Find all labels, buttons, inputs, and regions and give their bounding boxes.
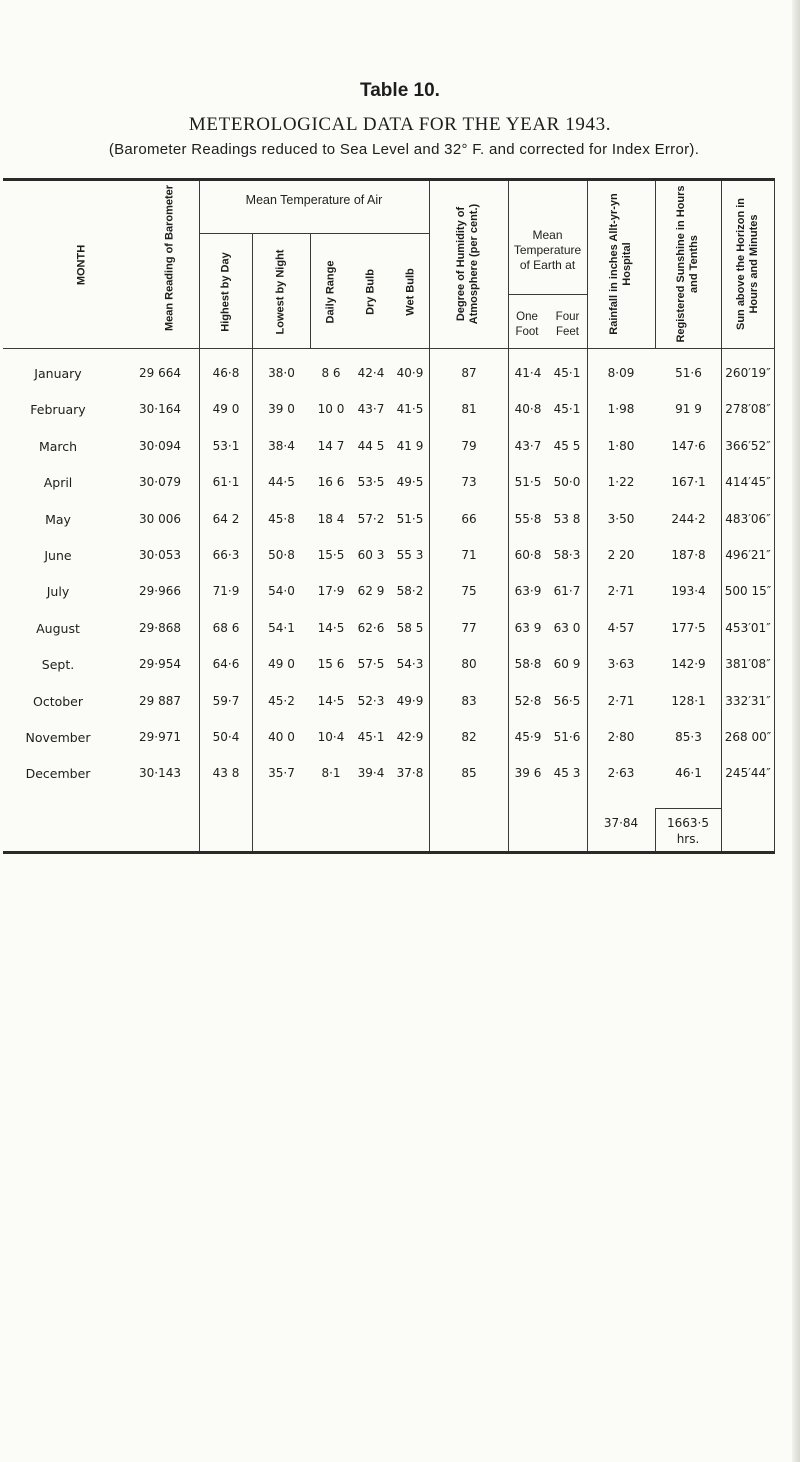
sun-cell: 187·8 <box>671 548 706 562</box>
one-cell: 52·8 <box>514 694 542 708</box>
month-cell: May <box>45 512 71 527</box>
wet-bulb-header: Wet Bulb <box>404 268 417 316</box>
hum-cell: 87 <box>461 366 477 380</box>
hum-cell: 77 <box>461 621 477 635</box>
baro-cell: 29 887 <box>139 694 181 708</box>
lowest-night-header: Lowest by Night <box>274 249 287 335</box>
one-cell: 63 9 <box>514 621 542 635</box>
col-line <box>310 234 311 348</box>
col-line <box>587 181 588 348</box>
rain-cell: 4·57 <box>607 621 635 635</box>
rain-cell: 3·50 <box>607 512 635 526</box>
baro-cell: 29·971 <box>139 730 181 744</box>
month-cell: November <box>25 730 91 745</box>
high-cell: 64 2 <box>212 512 240 526</box>
table-bottom-rule <box>3 851 775 854</box>
totals-rule <box>655 808 721 809</box>
wet-cell: 51·5 <box>396 512 424 526</box>
hor-cell: 268 00″ <box>724 730 772 744</box>
wet-cell: 54·3 <box>396 657 424 671</box>
rain-cell: 1·98 <box>607 402 635 416</box>
four-cell: 56·5 <box>553 694 581 708</box>
dry-cell: 60 3 <box>357 548 385 562</box>
range-cell: 14·5 <box>317 621 345 635</box>
rainfall-total: 37·84 <box>603 816 639 830</box>
hum-cell: 73 <box>461 475 477 489</box>
col-line <box>252 234 253 348</box>
wet-cell: 41·5 <box>396 402 424 416</box>
hum-cell: 75 <box>461 584 477 598</box>
sun-cell: 91 9 <box>675 402 702 416</box>
low-cell: 45·8 <box>268 512 295 526</box>
rain-cell: 1·22 <box>607 475 635 489</box>
four-cell: 53 8 <box>553 512 581 526</box>
high-cell: 64·6 <box>212 657 240 671</box>
low-cell: 35·7 <box>268 766 295 780</box>
wet-cell: 58·2 <box>396 584 424 598</box>
month-cell: January <box>34 366 82 381</box>
hum-cell: 83 <box>461 694 477 708</box>
sun-cell: 128·1 <box>671 694 706 708</box>
range-cell: 8 6 <box>321 366 341 380</box>
dry-cell: 53·5 <box>357 475 385 489</box>
dry-cell: 44 5 <box>357 439 385 453</box>
sun-cell: 142·9 <box>671 657 706 671</box>
range-cell: 14 7 <box>317 439 345 453</box>
baro-cell: 29 664 <box>139 366 181 380</box>
dry-bulb-header: Dry Bulb <box>364 269 377 315</box>
high-cell: 71·9 <box>212 584 240 598</box>
header-rule <box>3 348 775 349</box>
low-cell: 45·2 <box>268 694 295 708</box>
col-line <box>655 181 656 348</box>
high-cell: 61·1 <box>212 475 240 489</box>
air-group-header: Mean Temperature of Air <box>245 193 383 207</box>
humidity-header: Degree of Humidity of Atmosphere (per cent.) <box>455 203 480 325</box>
baro-cell: 30 006 <box>139 512 181 526</box>
dry-cell: 62 9 <box>357 584 385 598</box>
month-cell: December <box>25 766 91 781</box>
month-cell: March <box>38 439 78 454</box>
hor-cell: 500 15″ <box>724 584 772 598</box>
hor-cell: 260′19″ <box>725 366 771 380</box>
table-label: Table 10. <box>360 80 440 101</box>
hor-cell: 366′52″ <box>725 439 771 453</box>
sunshine-total-unit: hrs. <box>676 832 700 846</box>
range-cell: 18 4 <box>317 512 345 526</box>
hum-cell: 82 <box>461 730 477 744</box>
month-cell: August <box>36 621 80 636</box>
four-cell: 45 5 <box>553 439 581 453</box>
wet-cell: 42·9 <box>396 730 424 744</box>
col-line <box>774 181 775 851</box>
one-cell: 55·8 <box>514 512 542 526</box>
low-cell: 38·4 <box>268 439 295 453</box>
month-cell: Sept. <box>41 657 75 672</box>
page-title: METEROLOGICAL DATA FOR THE YEAR 1943. <box>188 114 612 135</box>
hor-cell: 245′44″ <box>725 766 771 780</box>
dry-cell: 45·1 <box>357 730 385 744</box>
rain-cell: 2·71 <box>607 694 635 708</box>
low-cell: 38·0 <box>268 366 295 380</box>
range-cell: 10·4 <box>317 730 345 744</box>
range-cell: 16 6 <box>317 475 345 489</box>
col-line <box>721 181 722 348</box>
sun-cell: 46·1 <box>675 766 702 780</box>
rain-cell: 3·63 <box>607 657 635 671</box>
rain-cell: 2·63 <box>607 766 635 780</box>
one-cell: 39 6 <box>514 766 542 780</box>
range-cell: 15 6 <box>317 657 345 671</box>
hor-cell: 453′01″ <box>725 621 771 635</box>
dry-cell: 42·4 <box>357 366 385 380</box>
air-group-rule <box>199 233 429 234</box>
hum-cell: 85 <box>461 766 477 780</box>
horizon-header: Sun above the Horizon in Hours and Minutes <box>735 198 760 331</box>
hum-cell: 80 <box>461 657 477 671</box>
rain-cell: 2·80 <box>607 730 635 744</box>
month-header: MONTH <box>75 244 88 286</box>
baro-cell: 29·868 <box>139 621 181 635</box>
low-cell: 54·0 <box>268 584 295 598</box>
four-cell: 58·3 <box>553 548 581 562</box>
sun-cell: 85·3 <box>675 730 702 744</box>
one-cell: 40·8 <box>514 402 542 416</box>
wet-cell: 49·5 <box>396 475 424 489</box>
baro-cell: 30·164 <box>139 402 181 416</box>
wet-cell: 37·8 <box>396 766 424 780</box>
sun-cell: 193·4 <box>671 584 706 598</box>
rain-cell: 2 20 <box>607 548 635 562</box>
range-cell: 15·5 <box>317 548 345 562</box>
highest-day-header: Highest by Day <box>219 252 232 332</box>
sun-cell: 51·6 <box>675 366 702 380</box>
four-cell: 60 9 <box>553 657 581 671</box>
four-cell: 45 3 <box>553 766 581 780</box>
high-cell: 43 8 <box>212 766 240 780</box>
table-top-rule <box>3 178 775 181</box>
sunshine-total: 1663·5 <box>667 816 709 830</box>
wet-cell: 41 9 <box>396 439 424 453</box>
dry-cell: 62·6 <box>357 621 385 635</box>
one-cell: 63·9 <box>514 584 542 598</box>
month-cell: February <box>30 402 86 417</box>
four-cell: 51·6 <box>553 730 581 744</box>
month-cell: October <box>32 694 84 709</box>
high-cell: 66·3 <box>212 548 240 562</box>
baro-cell: 29·954 <box>139 657 181 671</box>
high-cell: 59·7 <box>212 694 240 708</box>
hor-cell: 332′31″ <box>725 694 771 708</box>
range-cell: 8·1 <box>321 766 341 780</box>
earth-group-rule <box>508 294 587 295</box>
wet-cell: 55 3 <box>396 548 424 562</box>
high-cell: 49 0 <box>212 402 240 416</box>
one-foot-header: One Foot <box>515 311 539 338</box>
hum-cell: 79 <box>461 439 477 453</box>
wet-cell: 40·9 <box>396 366 424 380</box>
low-cell: 49 0 <box>268 657 295 671</box>
hum-cell: 71 <box>461 548 477 562</box>
sun-cell: 244·2 <box>671 512 706 526</box>
dry-cell: 57·5 <box>357 657 385 671</box>
dry-cell: 43·7 <box>357 402 385 416</box>
high-cell: 50·4 <box>212 730 240 744</box>
range-cell: 14·5 <box>317 694 345 708</box>
hor-cell: 483′06″ <box>725 512 771 526</box>
col-line <box>429 181 430 348</box>
baro-cell: 30·079 <box>139 475 181 489</box>
four-cell: 45·1 <box>553 366 581 380</box>
hor-cell: 278′08″ <box>725 402 771 416</box>
page-edge-shadow <box>792 0 800 1462</box>
barometer-header: Mean Reading of Barometer <box>163 184 176 332</box>
range-cell: 10 0 <box>317 402 345 416</box>
four-cell: 63 0 <box>553 621 581 635</box>
one-cell: 43·7 <box>514 439 542 453</box>
high-cell: 46·8 <box>212 366 240 380</box>
low-cell: 54·1 <box>268 621 295 635</box>
sun-cell: 147·6 <box>671 439 706 453</box>
one-cell: 60·8 <box>514 548 542 562</box>
sunshine-header: Registered Sunshine in Hours and Tenths <box>675 185 700 343</box>
month-cell: April <box>43 475 73 490</box>
low-cell: 44·5 <box>268 475 295 489</box>
rain-cell: 1·80 <box>607 439 635 453</box>
high-cell: 68 6 <box>212 621 240 635</box>
rainfall-header: Rainfall in inches Allt-yr-yn Hospital <box>608 193 633 335</box>
sun-cell: 167·1 <box>671 475 706 489</box>
high-cell: 53·1 <box>212 439 240 453</box>
baro-cell: 30·053 <box>139 548 181 562</box>
hum-cell: 81 <box>461 402 477 416</box>
one-cell: 51·5 <box>514 475 542 489</box>
daily-range-header: Daily Range <box>324 260 337 324</box>
hor-cell: 496′21″ <box>725 548 771 562</box>
rain-cell: 2·71 <box>607 584 635 598</box>
four-cell: 50·0 <box>553 475 581 489</box>
dry-cell: 39·4 <box>357 766 385 780</box>
wet-cell: 58 5 <box>396 621 424 635</box>
low-cell: 40 0 <box>268 730 295 744</box>
month-cell: July <box>46 584 70 599</box>
range-cell: 17·9 <box>317 584 345 598</box>
dry-cell: 52·3 <box>357 694 385 708</box>
four-cell: 61·7 <box>553 584 581 598</box>
month-cell: June <box>44 548 72 563</box>
earth-group-header: Mean Temperature of Earth at <box>513 228 582 272</box>
four-feet-header: Four Feet <box>555 311 580 338</box>
one-cell: 58·8 <box>514 657 542 671</box>
sun-cell: 177·5 <box>671 621 706 635</box>
baro-cell: 30·094 <box>139 439 181 453</box>
baro-cell: 30·143 <box>139 766 181 780</box>
hor-cell: 414′45″ <box>725 475 771 489</box>
hor-cell: 381′08″ <box>725 657 771 671</box>
four-cell: 45·1 <box>553 402 581 416</box>
low-cell: 50·8 <box>268 548 295 562</box>
baro-cell: 29·966 <box>139 584 181 598</box>
low-cell: 39 0 <box>268 402 295 416</box>
hum-cell: 66 <box>461 512 477 526</box>
one-cell: 41·4 <box>514 366 542 380</box>
dry-cell: 57·2 <box>357 512 385 526</box>
page-subtitle: (Barometer Readings reduced to Sea Level and 32° F. and corrected for Index Error). <box>108 141 700 158</box>
rain-cell: 8·09 <box>607 366 635 380</box>
wet-cell: 49·9 <box>396 694 424 708</box>
one-cell: 45·9 <box>514 730 542 744</box>
